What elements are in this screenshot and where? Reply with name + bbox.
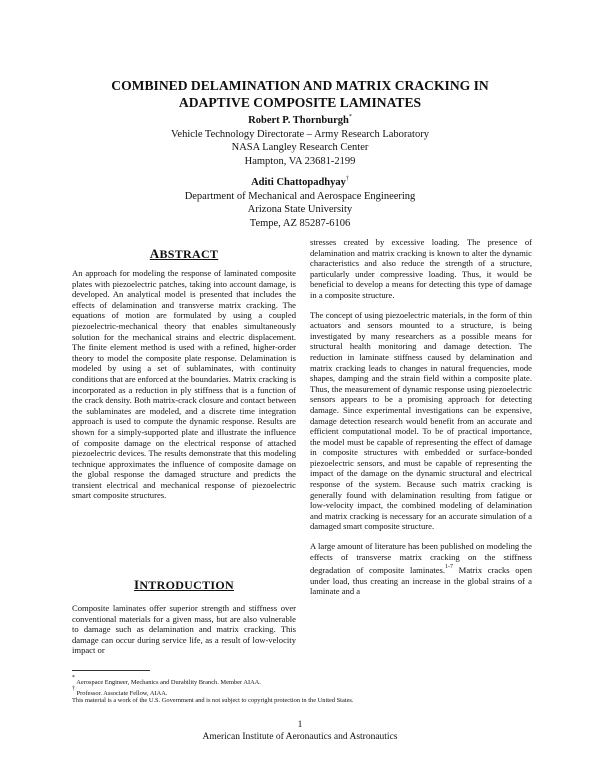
author-2-affiliation-line: Arizona State University xyxy=(247,204,353,216)
page-number: 1 xyxy=(297,720,303,730)
author-1-name-text: Robert P. Thornburgh xyxy=(248,115,349,126)
title-line-1: COMBINED DELAMINATION AND MATRIX CRACKING IN xyxy=(111,78,489,93)
right-column xyxy=(310,237,532,606)
title-line-2: ADAPTIVE COMPOSITE LAMINATES xyxy=(178,95,422,110)
body-paragraph xyxy=(310,541,532,597)
paragraph-text: A large amount of literature has been published on modeling the effects of transverse matrix cracking on the stiffness degradation of composite laminates. xyxy=(310,541,532,576)
author-1-footnote-mark: * xyxy=(348,114,352,120)
journal-footer: American Institute of Aeronautics and Astronautics xyxy=(202,732,398,742)
author-2-footnote-mark: † xyxy=(345,176,349,182)
author-1-affiliation xyxy=(100,128,500,168)
introduction-heading-lead: I xyxy=(133,577,140,592)
introduction-heading xyxy=(72,577,296,593)
abstract-heading xyxy=(72,246,296,262)
paragraph-text: Matrix cracks open under load, thus creating an increase in the global strains of a laminate and a xyxy=(310,565,532,597)
abstract-paragraph: An approach for modeling the response of laminated composite plates with piezoelectric patches, taking into account damage, is developed. An analytical model is presented that includes the effects of delamination and transverse matrix cracking. The equations of motion are formulated by using a coupled piezoelectric-mechanical theory that enables simultaneously solution for the mechanical strains and electric displacement. The finite element method is used with a refined, higher-order theory to model the composite plate response. Delamination is modeled by using a set of sublaminates, with continuity conditions that are enforced at the boundaries. Matrix cracking is incorporated as a reduction in ply stiffness that is a function of the crack density. Both matrix-crack closure and contact between the sublaminates are modeled, and a discrete time integration approach is used to compute the dynamic response. Results are shown for a simply-supported plate and illustrate the influence of composite damage on the electrical response of attached piezoelectric devices. The results demonstrate that this modeling technique approximates the influence of composite damage on the global response the damaged structure and predicts the transient electrical and mechanical response of piezoelectric smart composite structures. xyxy=(72,268,296,501)
introduction-heading-rest: NTRODUCTION xyxy=(139,578,234,592)
footnote-1-text: Aerospace Engineer, Mechanics and Durability Branch. Member AIAA. xyxy=(75,679,261,686)
author-2-name xyxy=(100,176,500,188)
abstract-body xyxy=(72,268,296,510)
introduction-body xyxy=(72,603,296,665)
body-paragraph: stresses created by excessive loading. The presence of delamination and matrix cracking is known to alter the dynamic characteristics and also reduce the strength of a structure, particularly under compressive loading. Thus, it would be beneficial to develop a means for detecting this type of damage in a composite structure. xyxy=(310,237,532,300)
author-1-affiliation-line: Hampton, VA 23681-2199 xyxy=(244,155,356,167)
introduction-paragraph: Composite laminates offer superior strength and stiffness over conventional materials for a given mass, but are also vulnerable to damage such as delamination and matrix cracking. This damage can occur during service life, as a result of low-velocity impact or xyxy=(72,603,296,656)
footnote-divider xyxy=(72,670,150,671)
footnote-2-text: Professor. Associate Fellow, AIAA. xyxy=(75,690,168,697)
citation-reference: 1-7 xyxy=(445,564,454,571)
footnote-2-mark: † xyxy=(72,686,75,692)
author-2-affiliation xyxy=(100,190,500,230)
abstract-heading-lead: A xyxy=(149,246,160,261)
copyright-note: This material is a work of the U.S. Government and is not subject to copyright protection in the United States. xyxy=(72,697,354,704)
paper-title xyxy=(60,77,540,111)
footnote-1-mark: * xyxy=(72,675,75,681)
author-2-name-text: Aditi Chattopadhyay xyxy=(251,177,346,188)
author-2-affiliation-line: Department of Mechanical and Aerospace Engineering xyxy=(184,191,416,202)
author-1-affiliation-line: NASA Langley Research Center xyxy=(231,142,369,154)
author-2-affiliation-line: Tempe, AZ 85287-6106 xyxy=(249,217,351,229)
author-1-affiliation-line: Vehicle Technology Directorate – Army Research Laboratory xyxy=(171,129,429,140)
abstract-heading-rest: BSTRACT xyxy=(159,247,219,261)
body-paragraph: The concept of using piezoelectric materials, in the form of thin actuators and sensors mounted to a structure, is being investigated by many researchers as a possible means for structural health monitoring and damage detection. The reduction in laminate stiffness caused by delamination and matrix cracking leads to changes in natural frequencies, mode shapes, damping and the strain field within a composite plate. Thus, the measurement of dynamic response using piezoelectric sensors appears to be a promising approach for detecting damage. Since experimental investigations can be expensive, damage detection research would benefit from an accurate and efficient computational model. To be of practical importance, the model must be capable of representing the effect of damage in composite structures with embedded or surface-bonded piezoelectric sensors, and must be capable of representing the impact of the damage on the dynamic structural and electrical response of the system. Because such matrix cracking is generally found with delamination resulting from fatigue or low-velocity impact, the combined modeling of delamination and matrix cracking is necessary for an accurate simulation of a damaged smart composite structure. xyxy=(310,309,532,532)
author-1-name xyxy=(100,114,500,126)
